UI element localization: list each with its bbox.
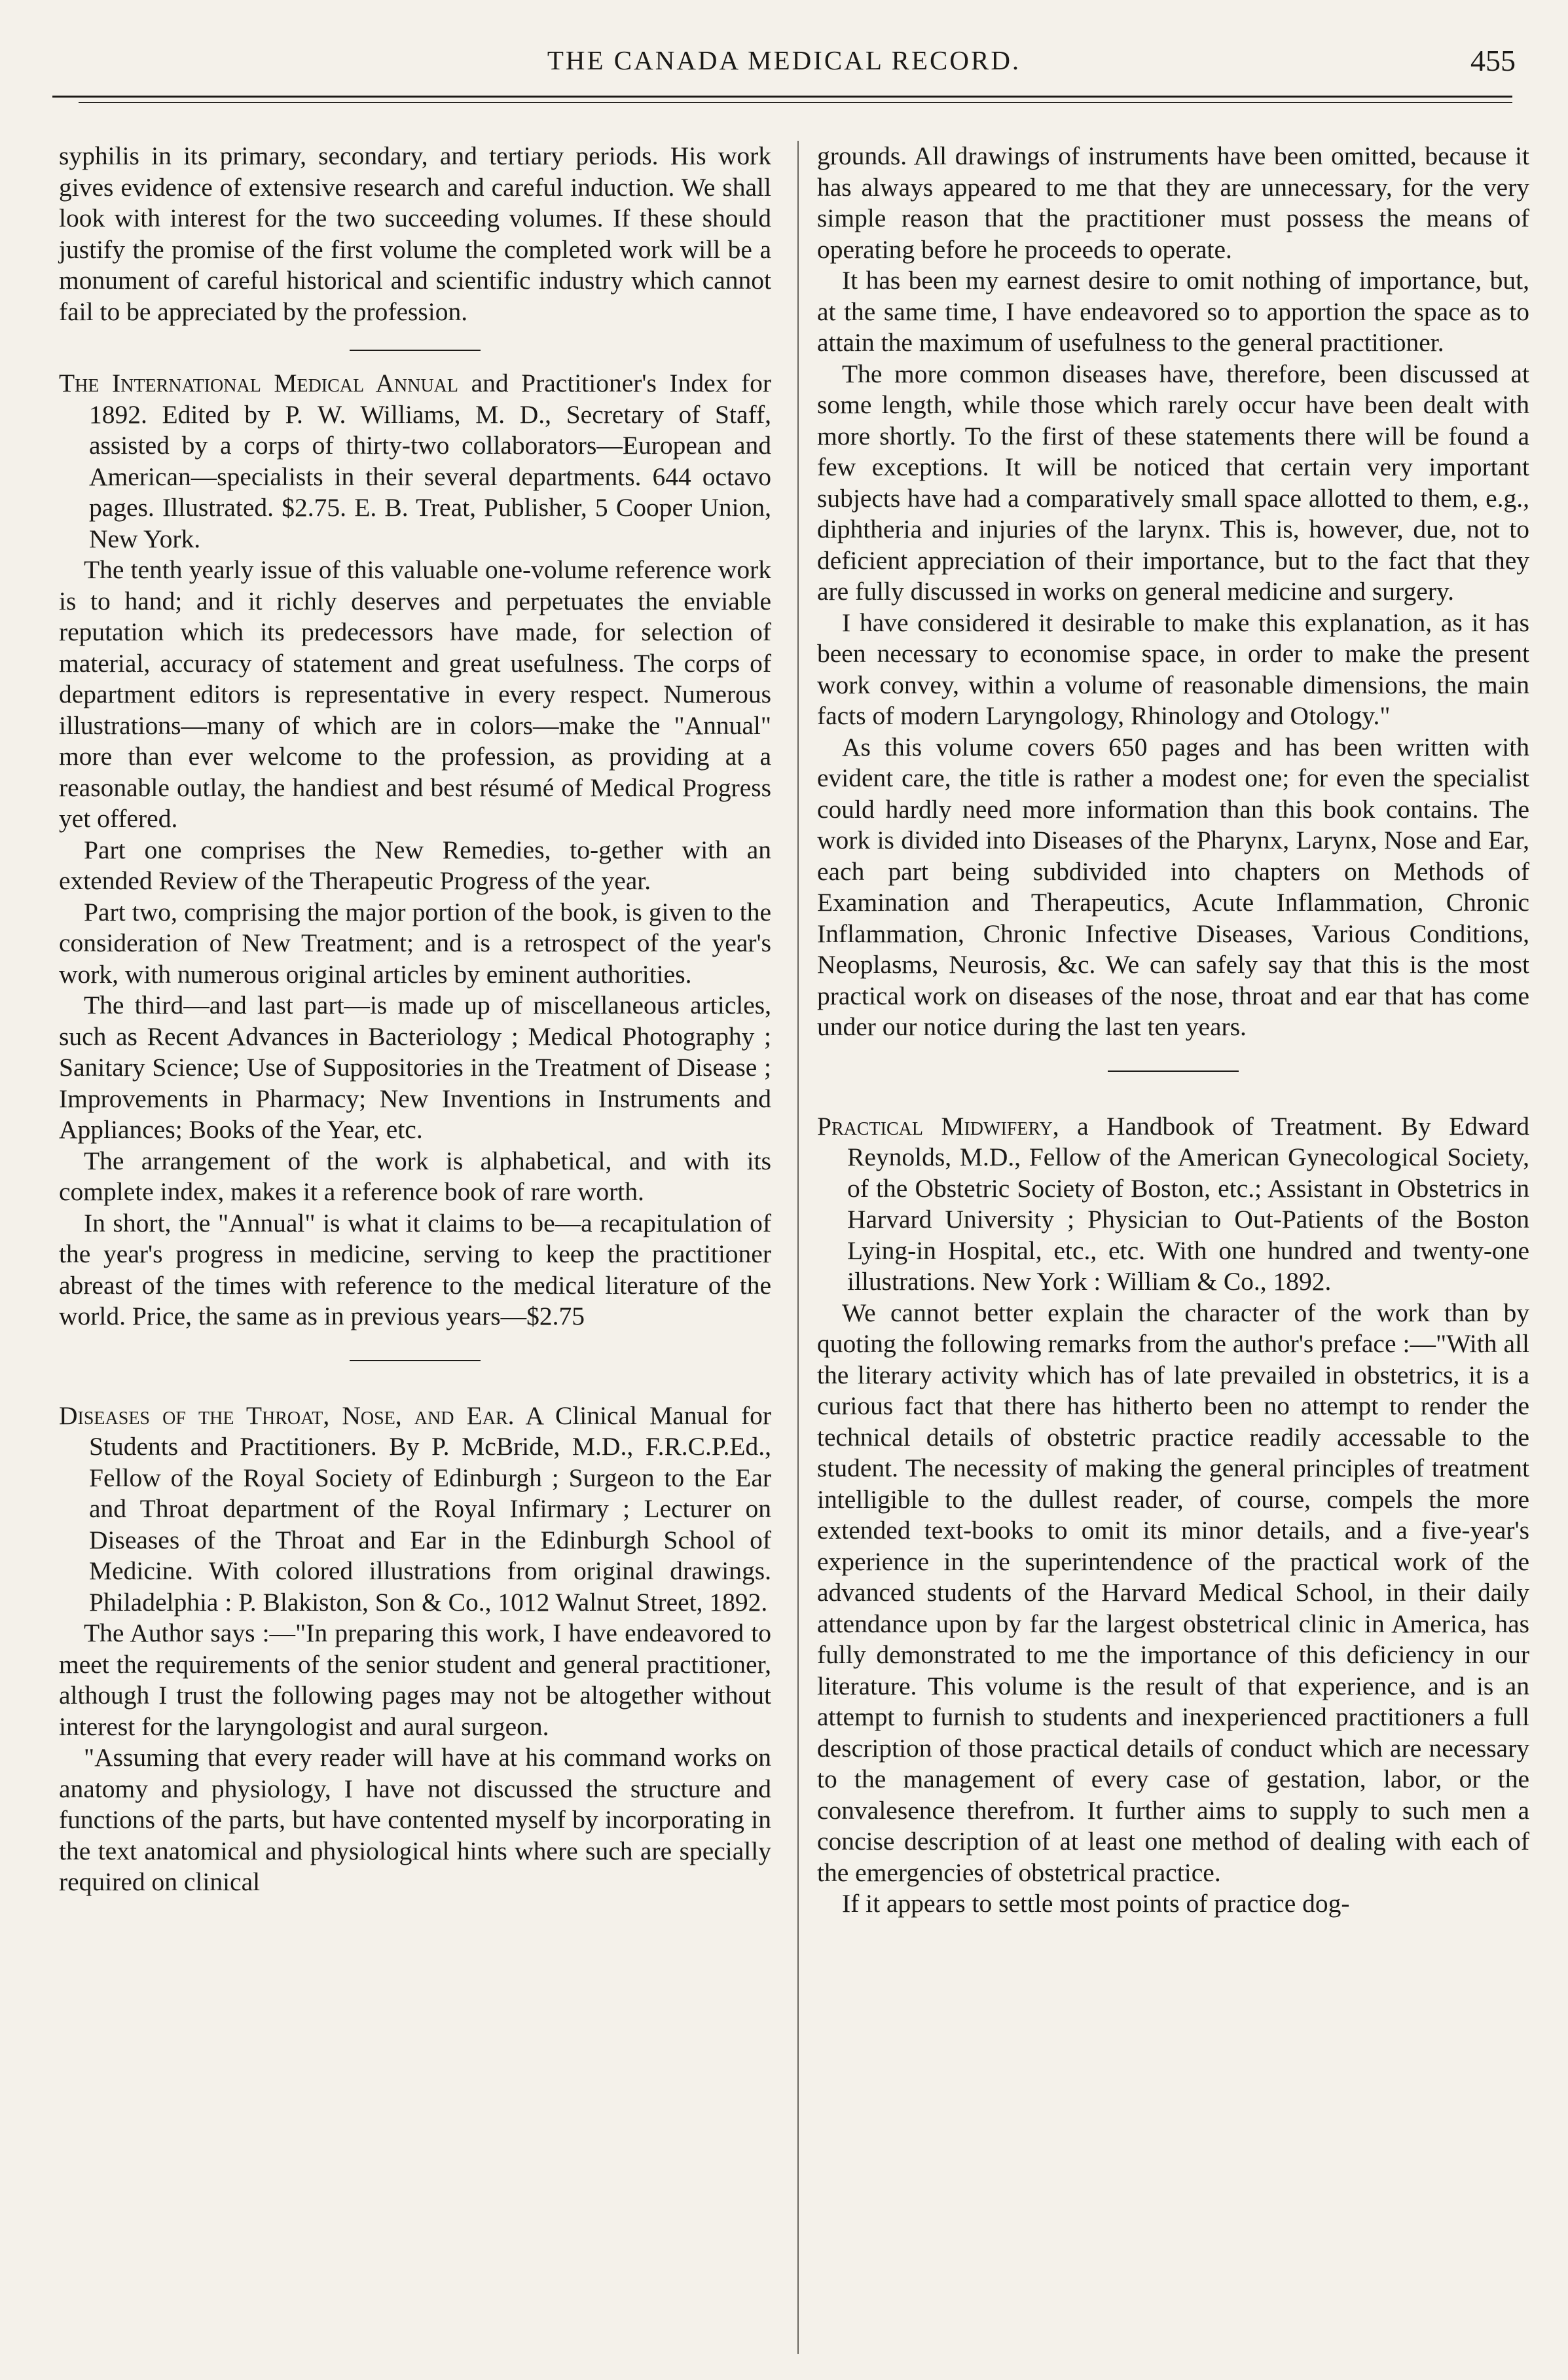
book-details: and Practitioner's Index for 1892. Edited by P. W. Williams, M. D., Secretary of Staff, assisted by a corps of thirty-two collaborators—European and American—specialists in their several departments. 644 octavo pages. Illustrated. $2.75. E. B. Treat, Publisher, 5 Cooper Union, New York. (89, 369, 771, 553)
paragraph: It has been my earnest desire to omit nothing of importance, but, at the same time, I have endeavored so to apportion the space as to attain the maximum of usefulness to the general practitioner. (817, 266, 1529, 357)
section-separator (1108, 1071, 1239, 1072)
book-title: Diseases of the Throat, Nose, and Ear. (59, 1401, 515, 1430)
journal-title: THE CANADA MEDICAL RECORD. (547, 45, 1021, 75)
paragraph: As this volume covers 650 pages and has been written with evident care, the title is rather a modest one; for even the specialist could hardly need more information than this book contains. The work is divided into Diseases of the Pharynx, Larynx, Nose and Ear, each part being subdivided into chapters on Methods of Examination and Therapeutics, Acute Inflammation, Chronic Inflammation, Chronic Infective Diseases, Various Conditions, Neoplasms, Neurosis, &c. We can safely say that this is the most practical work on diseases of the nose, throat and ear that has come under our notice during the last ten years. (817, 732, 1529, 1041)
paragraph: The Author says :—"In preparing this work, I have endeavored to meet the requirements of the senior student and general practitioner, although I trust the following pages may not be altogether without interest for the laryngologist and aural surgeon. (59, 1619, 771, 1741)
page-number: 455 (1470, 44, 1516, 77)
column-divider (797, 141, 799, 2354)
review-entry-midwifery (817, 1111, 1529, 1298)
running-header (0, 41, 1568, 86)
paragraph: The arrangement of the work is alphabetical, and with its complete index, makes it a reference book of rare worth. (59, 1146, 771, 1206)
paragraph: The tenth yearly issue of this valuable one-volume reference work is to hand; and it richly deserves and perpetuates the enviable reputation which its predecessors have made, for selection of material, accuracy of statement and great usefulness. The corps of department editors is representative in every respect. Numerous illustrations—many of which are in colors—make the "Annual" more than ever welcome to the profession, as providing at a reasonable outlay, the handiest and best résumé of Medical Progress yet offered. (59, 555, 771, 833)
paragraph: Part two, comprising the major portion of the book, is given to the consideration of New Treatment; and is a retrospect of the year's work, with numerous original articles by eminent authorities. (59, 897, 771, 989)
paragraph: "Assuming that every reader will have at his command works on anatomy and physiology, I have not discussed the structure and functions of the parts, but have contented myself by incorporating in the text anatomical and physiological hints where such are specially required on clinical (59, 1743, 771, 1896)
paragraph: The third—and last part—is made up of miscellaneous articles, such as Recent Advances in Bacteriology ; Medical Photography ; Sanitary Science; Use of Suppositories in the Treatment of Disease ; Improvements in Pharmacy; New Inventions in Instruments and Appliances; Books of the Year, etc. (59, 991, 771, 1144)
section-separator (350, 350, 481, 351)
paragraph: Part one comprises the New Remedies, to-gether with an extended Review of the Therapeutic Progress of the year. (59, 835, 771, 895)
book-title: Practical Midwifery, (817, 1111, 1059, 1141)
review-entry-annual (59, 368, 771, 555)
left-column (59, 141, 771, 1898)
book-details: A Clinical Manual for Students and Practitioners. By P. McBride, M.D., F.R.C.P.Ed., Fellow of the Royal Society of Edinburgh ; Surgeon to the Ear and Throat department of the Royal Infirmary ; Lecturer on Diseases of the Throat and Ear in the Edinburgh School of Medicine. With colored illustrations from original drawings. Philadelphia : P. Blakiston, Son & Co., 1012 Walnut Street, 1892. (89, 1401, 772, 1617)
paragraph: grounds. All drawings of instruments have been omitted, because it has always appeared to me that they are unnecessary, for the very simple reason that the practitioner must possess the means of operating before he proceeds to operate. (817, 141, 1529, 264)
paragraph: syphilis in its primary, secondary, and tertiary periods. His work gives evidence of extensive research and careful induction. We shall look with interest for the two succeeding volumes. If these should justify the promise of the first volume the completed work will be a monument of careful historical and scientific industry which cannot fail to be appreciated by the profession. (59, 141, 771, 326)
section-separator (350, 1360, 481, 1361)
header-rule (52, 96, 1512, 98)
paragraph: The more common diseases have, therefore, been discussed at some length, while those which rarely occur have been dealt with more shortly. To the first of these statements there will be found a few exceptions. It will be noticed that certain very important subjects have had a comparatively small space allotted to them, e.g., diphtheria and injuries of the larynx. This is, however, due, not to deficient appreciation of their importance, but to the fact that they are fully discussed in works on general medicine and surgery. (817, 359, 1529, 606)
book-title: The International Medical Annual (59, 369, 458, 397)
paragraph: If it appears to settle most points of practice dog- (842, 1889, 1350, 1918)
right-column (817, 141, 1529, 1920)
review-entry-throat (59, 1401, 771, 1619)
paragraph: We cannot better explain the character of the work than by quoting the following remarks from the author's preface :—"With all the literary activity which has of late prevailed in obstetrics, it is a curious fact that there has hitherto been no attempt to render the technical details of obstetric practice readily accessable to the student. The necessity of making the general principles of treatment intelligible to the dullest reader, of course, compels the more extended text-books to omit its minor details, and a five-year's experience in the superintendence of the practical work of the advanced students of the Harvard Medical School, in their daily attendance upon by far the largest obstetrical clinic in America, has fully demonstrated to me the importance of this deficiency in our literature. This volume is the result of that experience, and is an attempt to furnish to students and inexperienced practitioners a full description of those practical details of conduct which are necessary to the management of every case of gestation, labor, or the convalesence therefrom. It further aims to supply to such men a concise description of at least one method of dealing with each of the emergencies of obstetrical practice. (817, 1298, 1529, 1887)
paragraph: I have considered it desirable to make this explanation, as it has been necessary to economise space, in order to make the present work convey, within a volume of reasonable dimensions, the main facts of modern Laryngology, Rhinology and Otology." (817, 608, 1529, 730)
paragraph: In short, the "Annual" is what it claims to be—a recapitulation of the year's progress in medicine, serving to keep the practitioner abreast of the times with reference to the medical literature of the world. Price, the same as in previous years—$2.75 (59, 1208, 771, 1330)
book-details: a Handbook of Treatment. By Edward Reynolds, M.D., Fellow of the American Gynecological Society, of the Obstetric Society of Boston, etc.; Assistant in Obstetrics in Harvard University ; Physician to Out-Patients of the Boston Lying-in Hospital, etc., etc. With one hundred and twenty-one illustrations. New York : William & Co., 1892. (847, 1111, 1530, 1296)
header-rule-thin (79, 102, 1512, 103)
